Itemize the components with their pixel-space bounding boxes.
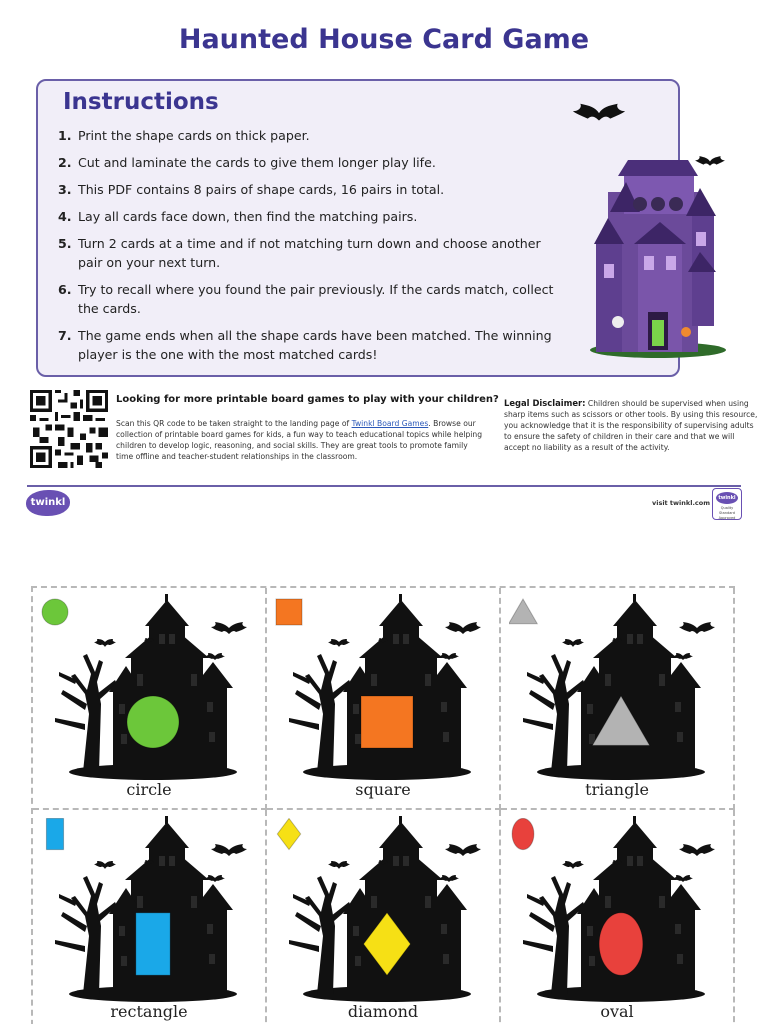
instruction-text: Turn 2 cards at a time and if not matching turn down and choose another pair on your next turn.	[78, 236, 541, 270]
promo-heading: Looking for more printable board games to play with your children?	[116, 394, 499, 405]
twinkl-board-games-link[interactable]: Twinkl Board Games	[351, 419, 429, 428]
haunted-castle-illustration	[588, 152, 728, 362]
legal-disclaimer	[504, 398, 758, 453]
instruction-number: 1.	[58, 128, 72, 143]
promo-text: Scan this QR code to be taken straight to the landing page of	[116, 419, 352, 428]
oval-shape	[599, 913, 643, 975]
divider	[27, 485, 741, 487]
haunted-house-illustration	[275, 594, 495, 780]
rectangle-shape	[136, 913, 170, 975]
card-label: rectangle	[110, 1002, 188, 1021]
instruction-number: 3.	[58, 182, 72, 197]
instruction-text: Try to recall where you found the pair previously. If the cards match, collect the cards.	[78, 282, 554, 316]
oval-corner-icon	[509, 818, 541, 854]
card-label: square	[355, 780, 411, 799]
instruction-text: Lay all cards face down, then find the matching pairs.	[78, 209, 418, 224]
shape-card-diamond[interactable]	[267, 810, 501, 1024]
shape-card-circle[interactable]	[33, 588, 267, 810]
instruction-text: The game ends when all the shape cards have been matched. The winning player is the one with the most matched cards!	[78, 328, 552, 362]
instruction-item	[56, 207, 566, 226]
haunted-house-illustration	[275, 816, 495, 1002]
page-title: Haunted House Card Game	[178, 24, 590, 55]
rectangle-corner-icon	[41, 818, 73, 854]
badge-text: Quality Standard Approved	[718, 506, 736, 520]
promo-text: . Browse our collection of printable board games for kids, a fun way to teach educational topics while helping children to develop logic, reasoning, and social skills. They are great tools to promote family time offline and teacher-student relationships in the classroom.	[116, 419, 483, 461]
promo-body	[116, 418, 486, 462]
instruction-item	[56, 126, 566, 145]
qr-code[interactable]	[30, 390, 108, 468]
triangle-corner-icon	[509, 596, 541, 632]
instruction-item	[56, 280, 566, 318]
legal-label: Legal Disclaimer:	[504, 398, 586, 408]
square-corner-icon	[275, 596, 307, 632]
haunted-house-illustration	[509, 594, 729, 780]
instruction-number: 5.	[58, 236, 72, 251]
badge-logo: twinkl	[716, 492, 738, 504]
quality-badge	[712, 488, 742, 520]
card-label: circle	[126, 780, 172, 799]
instruction-item	[56, 234, 566, 272]
haunted-house-illustration	[41, 816, 261, 1002]
haunted-house-illustration	[509, 816, 729, 1002]
legal-text: Children should be supervised when using sharp items such as scissors or other tools. By using this resource, you acknowledge that it is the responsibility of supervising adults to ensure the safety of children in their care and that we will accept no liability as a result of the activity.	[504, 399, 758, 452]
twinkl-logo[interactable]: twinkl	[26, 490, 70, 516]
card-label: diamond	[347, 1002, 419, 1021]
bat-icon	[570, 100, 628, 128]
instruction-number: 7.	[58, 328, 72, 343]
instruction-item	[56, 153, 566, 172]
haunted-house-illustration	[41, 594, 261, 780]
shape-card-square[interactable]	[267, 588, 501, 810]
instruction-text: Print the shape cards on thick paper.	[78, 128, 310, 143]
shape-card-triangle[interactable]	[501, 588, 735, 810]
card-label: triangle	[585, 780, 649, 799]
instruction-number: 2.	[58, 155, 72, 170]
square-shape	[361, 696, 413, 748]
circle-corner-icon	[41, 596, 73, 632]
instruction-number: 4.	[58, 209, 72, 224]
shape-card-rectangle[interactable]	[33, 810, 267, 1024]
shape-card-oval[interactable]	[501, 810, 735, 1024]
card-grid	[31, 586, 735, 1024]
visit-link[interactable]: visit twinkl.com	[652, 499, 711, 507]
card-label: oval	[600, 1002, 634, 1021]
instruction-text: Cut and laminate the cards to give them longer play life.	[78, 155, 436, 170]
instructions-heading: Instructions	[63, 89, 219, 115]
instruction-text: This PDF contains 8 pairs of shape cards, 16 pairs in total.	[78, 182, 445, 197]
diamond-corner-icon	[275, 818, 307, 854]
instruction-item	[56, 326, 566, 364]
instruction-item	[56, 180, 566, 199]
instructions-list	[56, 126, 566, 372]
instruction-number: 6.	[58, 282, 72, 297]
circle-shape	[127, 696, 179, 748]
